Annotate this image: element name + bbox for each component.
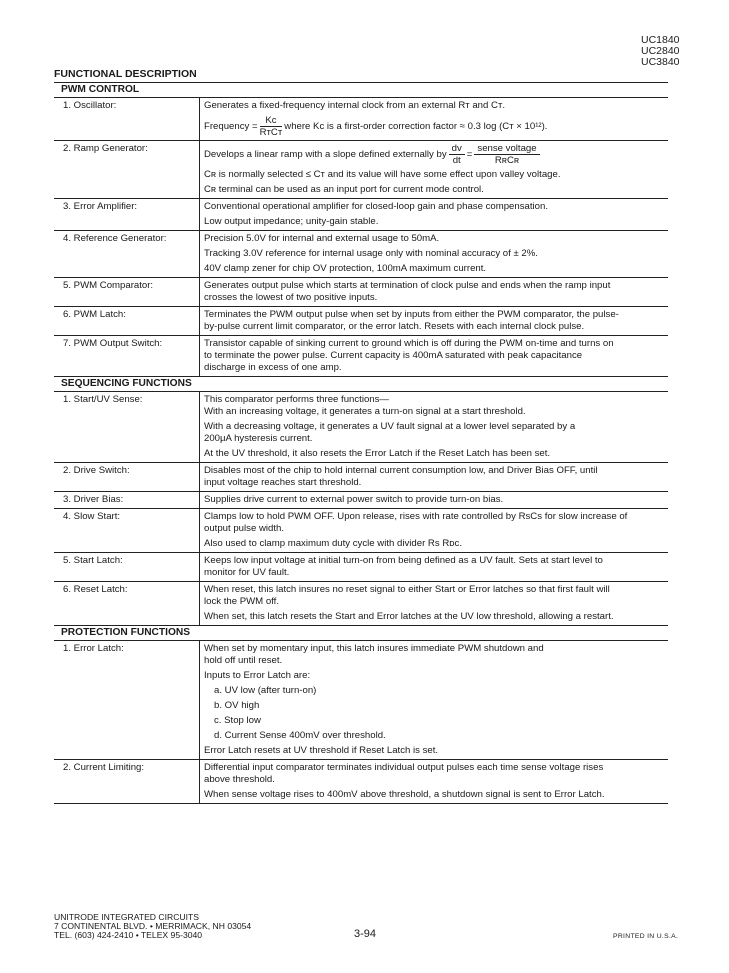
table-row [54,641,668,760]
function-label: 2. Drive Switch: [54,463,200,492]
description-line: Tracking 3.0V reference for internal usage only with nominal accuracy of ± 2%. [204,248,538,259]
function-description [200,98,669,141]
description-line: above threshold. [204,774,275,785]
function-description [200,231,669,278]
table-row [54,278,668,307]
function-label: 4. Slow Start: [54,509,200,553]
page-title: FUNCTIONAL DESCRIPTION [54,68,197,80]
section-heading: PWM CONTROL [54,83,668,98]
fraction [260,115,283,138]
function-label: 6. Reset Latch: [54,582,200,626]
function-description [200,392,669,463]
function-label: 1. Oscillator: [54,98,200,141]
function-description [200,509,669,553]
table-row [54,463,668,492]
fraction-numerator: dv [449,143,465,155]
description-line: input voltage reaches start threshold. [204,477,362,488]
table-row [54,141,668,199]
part-number: UC1840 [641,34,680,46]
table-row [54,760,668,804]
description-line: Disables most of the chip to hold internal current consumption low, and Driver Bias OFF, until [204,465,598,476]
description-line: When sense voltage rises to 400mV above threshold, a shutdown signal is sent to Error Latch. [204,789,605,800]
function-description [200,492,669,509]
function-label: 3. Error Amplifier: [54,199,200,231]
function-description [200,463,669,492]
table-row [54,98,668,141]
table-row [54,336,668,377]
section-heading: PROTECTION FUNCTIONS [54,626,668,641]
description-line: At the UV threshold, it also resets the Error Latch if the Reset Latch has been set. [204,448,551,459]
section-header-row [54,83,668,98]
description-line: 40V clamp zener for chip OV protection, 100mA maximum current. [204,263,487,274]
function-description [200,141,669,199]
description-line: Cʀ terminal can be used as an input port for current mode control. [204,184,484,195]
description-line: Transistor capable of sinking current to ground which is off during the PWM on-time and turns on [204,338,614,349]
formula-line [204,115,668,138]
description-line: Generates a fixed-frequency internal clock from an external Rᴛ and Cᴛ. [204,100,506,111]
description-line: Differential input comparator terminates individual output pulses each time sense voltage rises [204,762,604,773]
description-line: output pulse width. [204,523,285,534]
function-description [200,307,669,336]
footer-phone-line: TEL. (603) 424-2410 • TELEX 95-3040 [54,930,203,940]
fraction-denominator: RʀCʀ [494,155,520,166]
description-line: 200μA hysteresis current. [204,433,313,444]
function-label: 2. Current Limiting: [54,760,200,804]
function-label: 1. Start/UV Sense: [54,392,200,463]
description-line: Clamps low to hold PWM OFF. Upon release, rises with rate controlled by RsCs for slow increase of [204,511,628,522]
description-line: Supplies drive current to external power switch to provide turn-on bias. [204,494,504,505]
description-line: monitor for UV fault. [204,567,290,578]
table-row [54,231,668,278]
table-row [54,553,668,582]
function-description [200,582,669,626]
section-header-row [54,626,668,641]
functional-description-table [54,82,668,804]
function-label: 7. PWM Output Switch: [54,336,200,377]
description-line: Precision 5.0V for internal and external usage to 50mA. [204,233,440,244]
fraction-numerator: sense voltage [474,143,539,155]
function-label: 1. Error Latch: [54,641,200,760]
function-label: 3. Driver Bias: [54,492,200,509]
fraction [474,143,539,166]
fraction [449,143,465,166]
description-line: Terminates the PWM output pulse when set by inputs from either the PWM comparator, the pulse- [204,309,619,320]
description-line: With a decreasing voltage, it generates a UV fault signal at a lower level separated by a [204,421,576,432]
function-label: 2. Ramp Generator: [54,141,200,199]
table-row [54,199,668,231]
list-item: b. OV high [214,700,260,711]
function-description [200,760,669,804]
page-number: 3-94 [354,928,377,940]
formula-equals: = [466,149,473,161]
description-line: discharge in excess of one amp. [204,362,342,373]
function-description [200,553,669,582]
function-description [200,641,669,760]
function-description [200,199,669,231]
description-line: Error Latch resets at UV threshold if Reset Latch is set. [204,745,439,756]
description-line: lock the PWM off. [204,596,279,607]
table-row [54,307,668,336]
part-number: UC2840 [641,45,680,57]
description-line: crosses the lowest of two positive inputs. [204,292,378,303]
function-label: 6. PWM Latch: [54,307,200,336]
description-line: to terminate the power pulse. Current capacity is 400mA saturated with peak capacitance [204,350,583,361]
description-line: Inputs to Error Latch are: [204,670,311,681]
description-line: With an increasing voltage, it generates a turn-on signal at a start threshold. [204,406,526,417]
list-item: a. UV low (after turn-on) [214,685,317,696]
printed-in: PRINTED IN U.S.A. [613,933,679,940]
description-line: by-pulse current limit comparator, or the error latch. Resets with each internal clock pulse. [204,321,585,332]
footer-address-line: 7 CONTINENTAL BLVD. • MERRIMACK, NH 03054 [54,921,252,931]
description-line: When set by momentary input, this latch insures immediate PWM shutdown and [204,643,544,654]
function-description [200,336,669,377]
formula-prefix: Develops a linear ramp with a slope defined externally by [204,149,447,161]
description-line: When set, this latch resets the Start and Error latches at the UV low threshold, allowing a restart. [204,611,614,622]
table-row [54,492,668,509]
table-row [54,509,668,553]
description-line: Generates output pulse which starts at termination of clock pulse and ends when the ramp input [204,280,611,291]
description-line: Low output impedance; unity-gain stable. [204,216,379,227]
description-line: When reset, this latch insures no reset signal to either Start or Error latches so that first fault will [204,584,610,595]
function-label: 5. Start Latch: [54,553,200,582]
description-line: Keeps low input voltage at initial turn-on from being defined as a UV fault. Sets at start level to [204,555,603,566]
list-item: c. Stop low [214,715,261,726]
part-numbers [641,35,680,68]
formula-prefix: Frequency = [204,121,258,133]
footer-company-line: UNITRODE INTEGRATED CIRCUITS [54,912,199,922]
company-address [54,913,251,940]
function-label: 4. Reference Generator: [54,231,200,278]
formula-suffix: where Kc is a first-order correction factor ≈ 0.3 log (Cᴛ × 10¹²). [284,121,548,133]
description-line: Conventional operational amplifier for closed-loop gain and phase compensation. [204,201,548,212]
table-row [54,582,668,626]
part-number: UC3840 [641,56,680,68]
description-line: Also used to clamp maximum duty cycle with divider Rs Rᴅᴄ. [204,538,463,549]
description-line: Cʀ is normally selected ≤ Cᴛ and its value will have some effect upon valley voltage. [204,169,561,180]
fraction-numerator: Kc [260,115,283,127]
fraction-denominator: RᴛCᴛ [259,127,283,138]
function-label: 5. PWM Comparator: [54,278,200,307]
list-item: d. Current Sense 400mV over threshold. [214,730,386,741]
section-heading: SEQUENCING FUNCTIONS [54,377,668,392]
table-row [54,392,668,463]
formula-line [204,143,668,166]
description-line: hold off until reset. [204,655,283,666]
function-description [200,278,669,307]
fraction-denominator: dt [452,155,461,166]
section-header-row [54,377,668,392]
description-line: This comparator performs three functions— [204,394,390,405]
